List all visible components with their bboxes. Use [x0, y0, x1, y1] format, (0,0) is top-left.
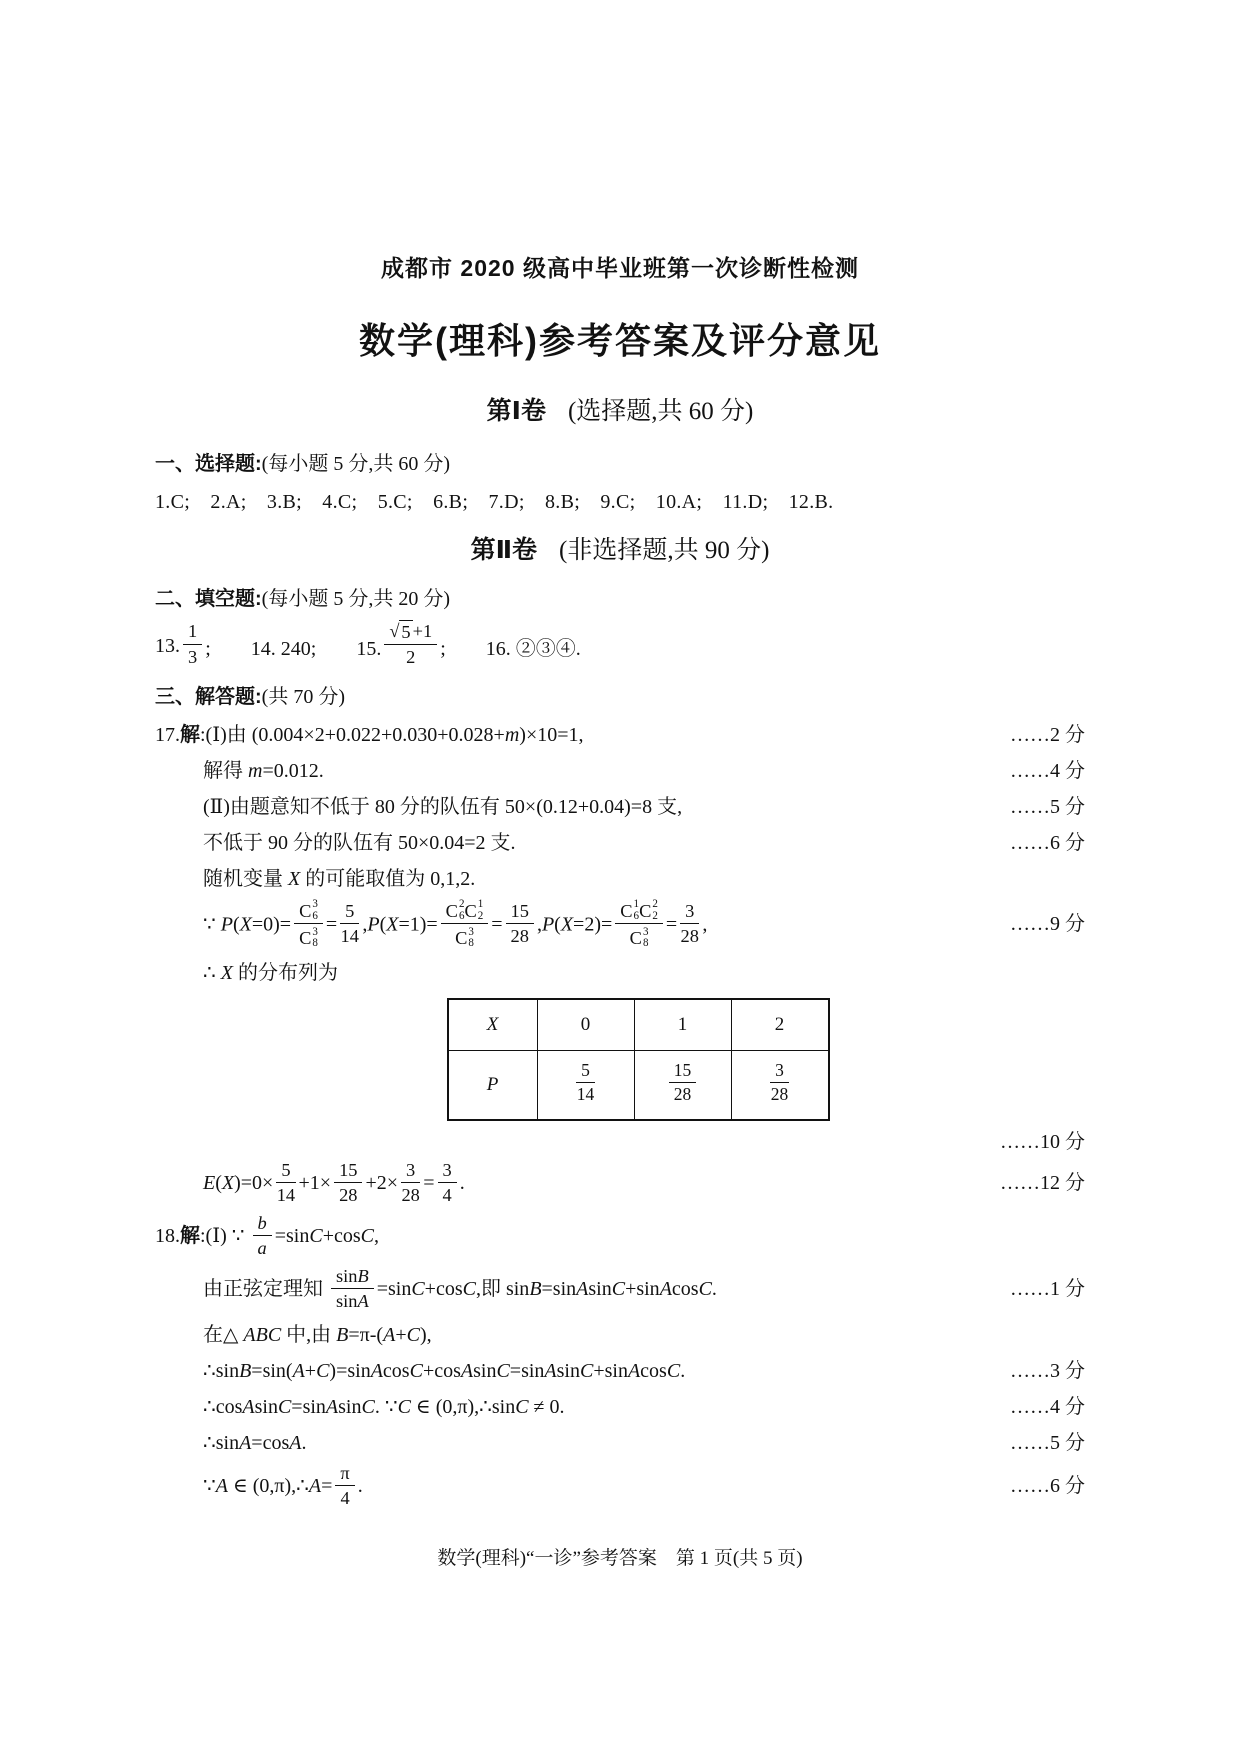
- solution-text: 由正弦定理知 $\frac{\sin B}{\sin A}$ =sinC+cosC,即 sinB=sinAsinC+sinAcosC.: [203, 1266, 717, 1312]
- score-mark: ……4 分: [1010, 760, 1085, 782]
- solution-line: [155, 956, 1085, 990]
- solution-text: 随机变量 X 的可能取值为 0,1,2.: [203, 868, 476, 890]
- multiple-choice-section-label: [155, 449, 1085, 479]
- solution-line: [155, 898, 1085, 954]
- distribution-table: [447, 998, 830, 1121]
- part1-heading-note: (选择题,共 60 分): [567, 398, 754, 425]
- table-cell: $\frac{15}{28}$: [634, 1050, 731, 1120]
- solution-text: 在△ ABC 中,由 B=π-(A+C),: [203, 1324, 432, 1347]
- solution-text: 不低于 90 分的队伍有 50×0.04=2 支.: [203, 832, 516, 854]
- exam-title: 成都市 2020 级高中毕业班第一次诊断性检测: [381, 255, 859, 281]
- solution-line: [155, 790, 1085, 824]
- part2-heading-main: 第Ⅱ卷: [470, 536, 538, 564]
- score-mark: ……4 分: [1010, 1396, 1085, 1419]
- solution-line: [155, 1265, 1085, 1316]
- solution-label: 三、解答题:: [155, 686, 262, 708]
- solution-line: [155, 1318, 1085, 1352]
- table-cell: $\frac{3}{28}$: [731, 1050, 829, 1120]
- solution-text: E(X)=0× $\frac{5}{14}$ +1× $\frac{15}{28}$ +2× $\frac{3}{28}$ = $\frac{3}{4}$ .: [203, 1159, 465, 1205]
- score-mark: ……9 分: [1010, 913, 1085, 936]
- solution-text: 17.解:(Ⅰ)由 (0.004×2+0.022+0.030+0.028+m)×10=1,: [155, 724, 584, 746]
- page-footer: 数学(理科)“一诊”参考答案 第 1 页(共 5 页): [437, 1548, 803, 1569]
- solution-text: (Ⅱ)由题意知不低于 80 分的队伍有 50×(0.12+0.04)=8 支,: [203, 796, 683, 818]
- solution-text: 18.解:(Ⅰ) ∵ $\frac{b}{a}$ =sinC+cosC,: [155, 1212, 379, 1258]
- table-cell: 0: [537, 999, 634, 1051]
- table-cell: $\frac{5}{14}$: [537, 1050, 634, 1120]
- paper-title: 数学(理科)参考答案及评分意见: [359, 320, 881, 361]
- table-cell: X: [448, 999, 538, 1051]
- score-mark: ……5 分: [1010, 796, 1085, 818]
- multiple-choice-label: 一、选择题:: [155, 453, 262, 475]
- solution-text: ∴cosAsinC=sinAsinC. ∵C ∈ (0,π),∴sinC ≠ 0.: [203, 1396, 565, 1419]
- solution-text: ∴sinA=cosA.: [203, 1432, 307, 1455]
- question-17-expectation: [155, 1159, 1085, 1210]
- score-mark: ……12 分: [1000, 1171, 1085, 1194]
- score-mark: ……2 分: [1010, 724, 1085, 746]
- score-mark: ……3 分: [1010, 1360, 1085, 1383]
- question-18-solution: [155, 1212, 1085, 1513]
- solution-text: ∴sinB=sin(A+C)=sinAcosC+cosAsinC=sinAsinC+sinAcosC.: [203, 1360, 686, 1383]
- multiple-choice-answers: 1.C; 2.A; 3.B; 4.C; 5.C; 6.B; 7.D; 8.B; 9.C; 10.A; 11.D; 12.B.: [155, 491, 834, 513]
- score-mark: ……10 分: [1000, 1130, 1085, 1153]
- part2-heading: [155, 531, 1085, 570]
- table-row: [448, 1050, 829, 1120]
- solution-line: [155, 826, 1085, 860]
- solution-line: [155, 1159, 1085, 1210]
- score-mark: ……6 分: [1010, 1475, 1085, 1498]
- multiple-choice-note: (每小题 5 分,共 60 分): [261, 453, 450, 475]
- part2-heading-note: (非选择题,共 90 分): [559, 537, 770, 564]
- solution-text: ∴ X 的分布列为: [203, 961, 338, 984]
- solution-line: [155, 1462, 1085, 1513]
- table-row: [448, 999, 829, 1051]
- score-mark: ……1 分: [1010, 1278, 1085, 1301]
- solution-text: ∵A ∈ (0,π),∴A= $\frac{\pi}{4}$ .: [203, 1463, 363, 1509]
- question-17-solution: [155, 718, 1085, 990]
- fill-blank-section-label: [155, 584, 1085, 614]
- solution-line: [155, 754, 1085, 788]
- table-cell: 1: [634, 999, 731, 1051]
- score-mark: ……6 分: [1010, 832, 1085, 854]
- table-cell: P: [448, 1050, 538, 1120]
- score-mark: ……5 分: [1010, 1432, 1085, 1455]
- solution-section-label: [155, 682, 1085, 712]
- table-cell: 2: [731, 999, 829, 1051]
- solution-line: [155, 862, 1085, 896]
- fill-blank-label: 二、填空题:: [155, 588, 262, 610]
- solution-line: [155, 1390, 1085, 1424]
- solution-line: [155, 1212, 1085, 1263]
- solution-line: [155, 718, 1085, 752]
- part1-heading: [155, 392, 1085, 431]
- part1-heading-main: 第Ⅰ卷: [486, 397, 546, 425]
- solution-text: 解得 m=0.012.: [203, 760, 324, 782]
- solution-line: [155, 1426, 1085, 1460]
- fill-blank-note: (每小题 5 分,共 20 分): [261, 588, 450, 610]
- solution-text: ∵ P(X=0)= C 3 6 C 3 8 = $\frac{5}{14}$ ,P(X=1)= C 2 6 C 1 2 C 3 8 = $\frac{15}{28}$ ,P(X=2)= C 1 6 C 2 2 C 3 8 = $\frac{3}{28}$ ,: [203, 898, 708, 950]
- fill-blank-answers: 13. 1 3 ; 14. 240; 15. √ 5 +1 2 ; 16. ②③④.: [155, 620, 581, 667]
- solution-note: (共 70 分): [261, 686, 345, 708]
- solution-line: [155, 1354, 1085, 1388]
